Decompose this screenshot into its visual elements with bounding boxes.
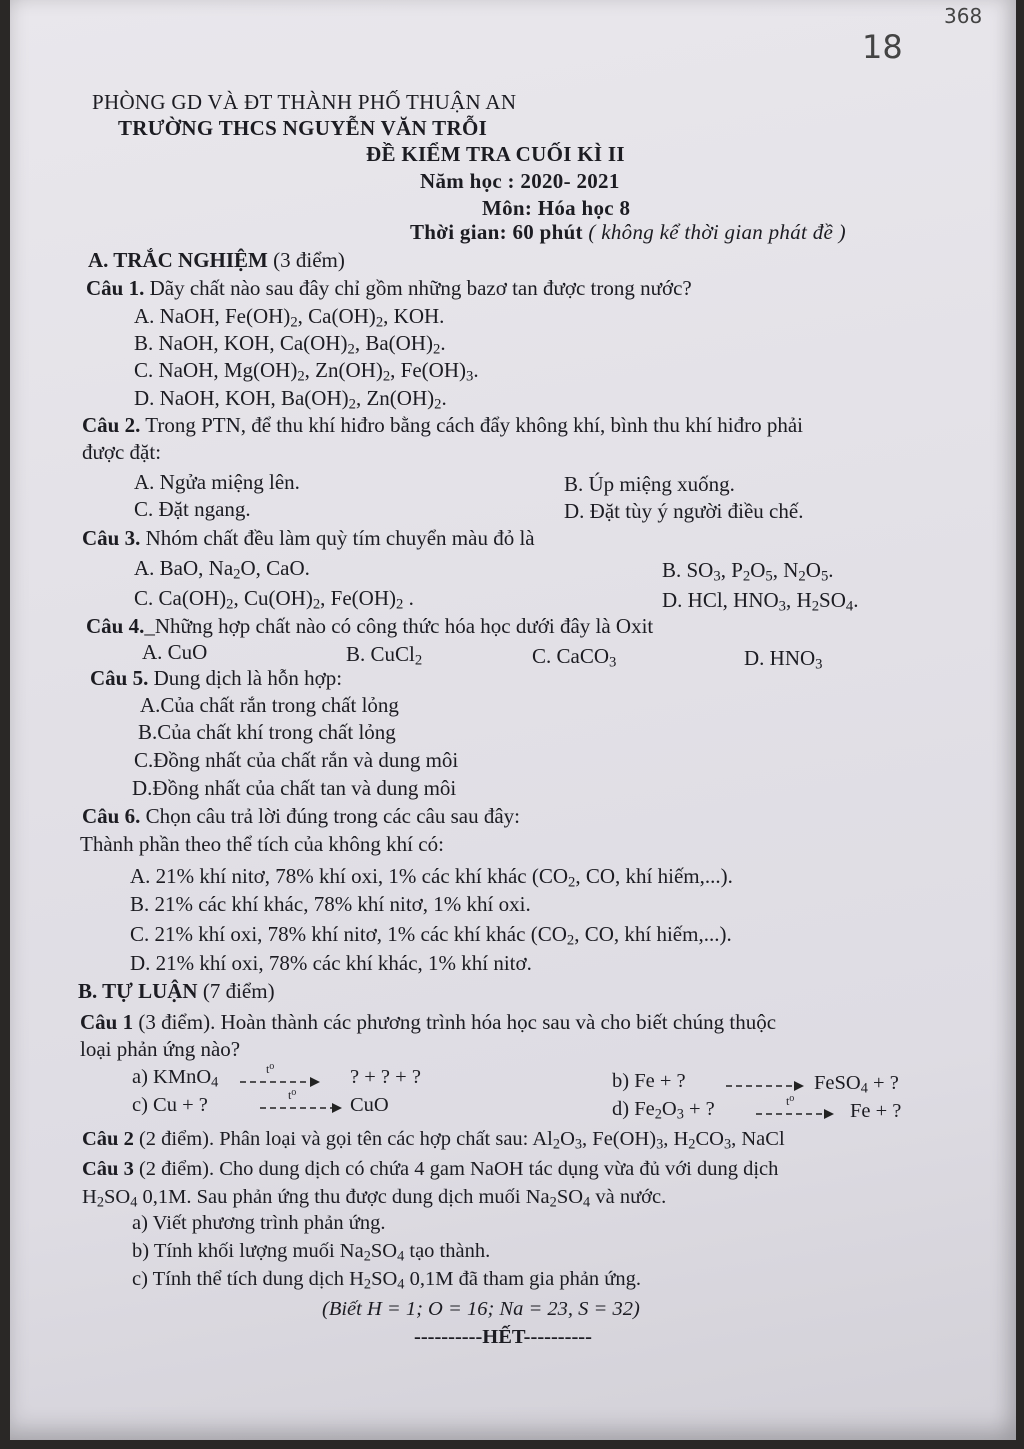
b-q2-label: Câu 2 bbox=[82, 1128, 134, 1150]
b-q3-text: Cho dung dịch có chứa 4 gam NaOH tác dụng vừa đủ với dung dịch bbox=[219, 1158, 779, 1180]
b-q1-text: Hoàn thành các phương trình hóa học sau và cho biết chúng thuộc bbox=[220, 1010, 777, 1034]
section-a-points: (3 điểm) bbox=[273, 248, 345, 272]
q5-text: Dung dịch là hỗn hợp: bbox=[153, 666, 343, 690]
handwritten-page-mark: 18 bbox=[862, 28, 903, 66]
equation-d-products: Fe + ? bbox=[850, 1100, 902, 1122]
q4-option-b: B. CuCl$_2$ bbox=[346, 642, 423, 669]
q1-label: Câu 1. bbox=[86, 276, 145, 300]
equation-b-products: FeSO$_4$ + ? bbox=[814, 1072, 899, 1097]
time-label: Thời gian: 60 phút bbox=[410, 220, 583, 244]
b-q2 bbox=[82, 1128, 785, 1151]
q6-option-c: C. 21% khí oxi, 78% khí nitơ, 1% các khí khác ($CO_2$, CO, khí hiếm,...). bbox=[130, 922, 732, 949]
q6-option-b: B. 21% các khí khác, 78% khí nitơ, 1% khí oxi. bbox=[130, 892, 531, 916]
equation-b-reactants: b) Fe + ? bbox=[612, 1070, 686, 1092]
b-q1-stem bbox=[80, 1010, 776, 1035]
q3-option-d: D. HCl, $HNO_3$, $H_2SO_4$. bbox=[662, 588, 859, 615]
q1-option-a: A. NaOH, $Fe(OH)_2$, $Ca(OH)_2$, KOH. bbox=[134, 304, 445, 331]
equation-d-arrow bbox=[754, 1106, 836, 1122]
q5-option-b: B.Của chất khí trong chất lỏng bbox=[138, 720, 396, 744]
equation-b-arrow bbox=[724, 1078, 806, 1094]
q2-option-d: D. Đặt tùy ý người điều chế. bbox=[564, 499, 804, 523]
equation-c-product: CuO bbox=[350, 1094, 389, 1116]
q5-stem bbox=[90, 666, 342, 691]
q3-option-c: C. $Ca(OH)_2$, $Cu(OH)_2$, $Fe(OH)_2$ . bbox=[134, 586, 414, 613]
b-q1-text-line2: loại phản ứng nào? bbox=[80, 1037, 241, 1061]
q1-option-b: B. NaOH, KOH, $Ca(OH)_2$, $Ba(OH)_2$. bbox=[134, 331, 446, 358]
equation-c-heat: t⁰ bbox=[288, 1088, 297, 1102]
school-year: Năm học : 2020- 2021 bbox=[420, 169, 620, 193]
section-b-heading bbox=[78, 979, 275, 1004]
equation-d-reactants: d) $Fe_2O_3$ + ? bbox=[612, 1098, 715, 1123]
q2-text-line2: được đặt: bbox=[82, 440, 162, 464]
equation-a-reactant: a) KMnO$_4$ bbox=[132, 1066, 219, 1091]
q5-label: Câu 5. bbox=[90, 666, 149, 690]
q6-stem bbox=[82, 804, 520, 829]
subject: Môn: Hóa học 8 bbox=[482, 196, 631, 220]
q4-option-c: C. CaCO$_3$ bbox=[532, 644, 617, 671]
q4-text: _Những hợp chất nào có công thức hóa học dưới đây là Oxit bbox=[144, 614, 654, 638]
given-atomic-masses: (Biết H = 1; O = 16; Na = 23, S = 32) bbox=[322, 1298, 640, 1320]
q4-option-d: D. $HNO_3$ bbox=[744, 646, 823, 673]
handwritten-number: 368 bbox=[944, 4, 983, 28]
q1-option-c: C. NaOH, $Mg(OH)_2$, $Zn(OH)_2$, $Fe(OH)_3$. bbox=[134, 358, 479, 385]
q3-stem bbox=[82, 526, 535, 551]
department-name: PHÒNG GD VÀ ĐT THÀNH PHỐ THUẬN AN bbox=[92, 90, 517, 114]
q1-option-d: D. NaOH, KOH, $Ba(OH)_2$, $Zn(OH)_2$. bbox=[134, 386, 447, 413]
q2-text: Trong PTN, để thu khí hiđro bằng cách đẩy không khí, bình thu khí hiđro phải bbox=[145, 413, 803, 437]
q6-text: Chọn câu trả lời đúng trong các câu sau đây: bbox=[145, 804, 521, 828]
q3-option-b: B. $SO_3$, $P_2O_5$, $N_2O_5$. bbox=[662, 558, 834, 585]
q3-text: Nhóm chất đều làm quỳ tím chuyển màu đỏ là bbox=[145, 526, 535, 550]
b-q3-stem bbox=[82, 1158, 778, 1181]
b-q3-part-c: c) Tính thể tích dung dịch $H_2SO_4$ 0,1M đã tham gia phản ứng. bbox=[132, 1268, 642, 1293]
section-b-points: (7 điểm) bbox=[202, 979, 275, 1003]
end-marker: ----------HẾT---------- bbox=[414, 1326, 592, 1348]
q4-label: Câu 4. bbox=[86, 614, 145, 638]
q2-option-c: C. Đặt ngang. bbox=[134, 497, 251, 521]
b-q3-part-a: a) Viết phương trình phản ứng. bbox=[132, 1212, 386, 1234]
q2-stem bbox=[82, 413, 803, 438]
b-q3-text-line2: $H_2SO_4$ 0,1M. Sau phản ứng thu được dung dịch muối $Na_2SO_4$ và nước. bbox=[82, 1186, 667, 1211]
q2-option-a: A. Ngửa miệng lên. bbox=[134, 470, 300, 494]
q2-option-b: B. Úp miệng xuống. bbox=[564, 472, 735, 496]
section-b-title: B. TỰ LUẬN bbox=[78, 979, 198, 1003]
q4-option-a: A. CuO bbox=[142, 640, 208, 664]
equation-d-heat: t⁰ bbox=[786, 1094, 795, 1108]
q5-option-c: C.Đồng nhất của chất rắn và dung môi bbox=[134, 748, 459, 772]
q6-text2: Thành phần theo thể tích của không khí có: bbox=[80, 832, 444, 856]
exam-paper bbox=[10, 0, 1016, 1440]
q6-option-d: D. 21% khí oxi, 78% các khí khác, 1% khí nitơ. bbox=[130, 951, 532, 975]
b-q1-label: Câu 1 bbox=[80, 1010, 134, 1034]
b-q2-points: (2 điểm). bbox=[138, 1128, 215, 1150]
q5-option-d: D.Đồng nhất của chất tan và dung môi bbox=[132, 776, 457, 800]
q2-label: Câu 2. bbox=[82, 413, 141, 437]
q5-option-a: A.Của chất rắn trong chất lỏng bbox=[140, 693, 399, 717]
time-note: ( không kể thời gian phát đề ) bbox=[588, 220, 846, 244]
section-a-title: A. TRẮC NGHIỆM bbox=[88, 248, 268, 272]
school-name: TRƯỜNG THCS NGUYỄN VĂN TRỖI bbox=[118, 116, 488, 140]
b-q3-part-b: b) Tính khối lượng muối $Na_2SO_4$ tạo thành. bbox=[132, 1240, 491, 1265]
b-q3-label: Câu 3 bbox=[82, 1158, 134, 1180]
equation-a-products: ? + ? + ? bbox=[350, 1066, 421, 1088]
b-q2-text: Phân loại và gọi tên các hợp chất sau: $Al_2O_3$, $Fe(OH)_3$, $H_2CO_3$, NaCl bbox=[219, 1128, 785, 1153]
equation-c-arrow bbox=[258, 1100, 344, 1116]
equation-a-arrow bbox=[238, 1074, 322, 1090]
q3-option-a: A. BaO, $Na_2O$, CaO. bbox=[134, 556, 310, 583]
b-q3-points: (2 điểm). bbox=[138, 1158, 215, 1180]
q3-label: Câu 3. bbox=[82, 526, 141, 550]
q6-option-a: A. 21% khí nitơ, 78% khí oxi, 1% các khí khác ($CO_2$, CO, khí hiếm,...). bbox=[130, 864, 733, 891]
time-limit bbox=[410, 220, 846, 245]
equation-c-reactants: c) Cu + ? bbox=[132, 1094, 208, 1116]
b-q1-points: (3 điểm). bbox=[138, 1010, 216, 1034]
q4-stem bbox=[86, 614, 653, 639]
equation-a-heat: t⁰ bbox=[266, 1062, 275, 1076]
exam-title: ĐỀ KIỂM TRA CUỐI KÌ II bbox=[366, 142, 625, 166]
q1-text: Dãy chất nào sau đây chỉ gồm những bazơ tan được trong nước? bbox=[149, 276, 692, 300]
q1-stem bbox=[86, 276, 692, 301]
section-a-heading bbox=[88, 248, 345, 273]
q6-label: Câu 6. bbox=[82, 804, 141, 828]
